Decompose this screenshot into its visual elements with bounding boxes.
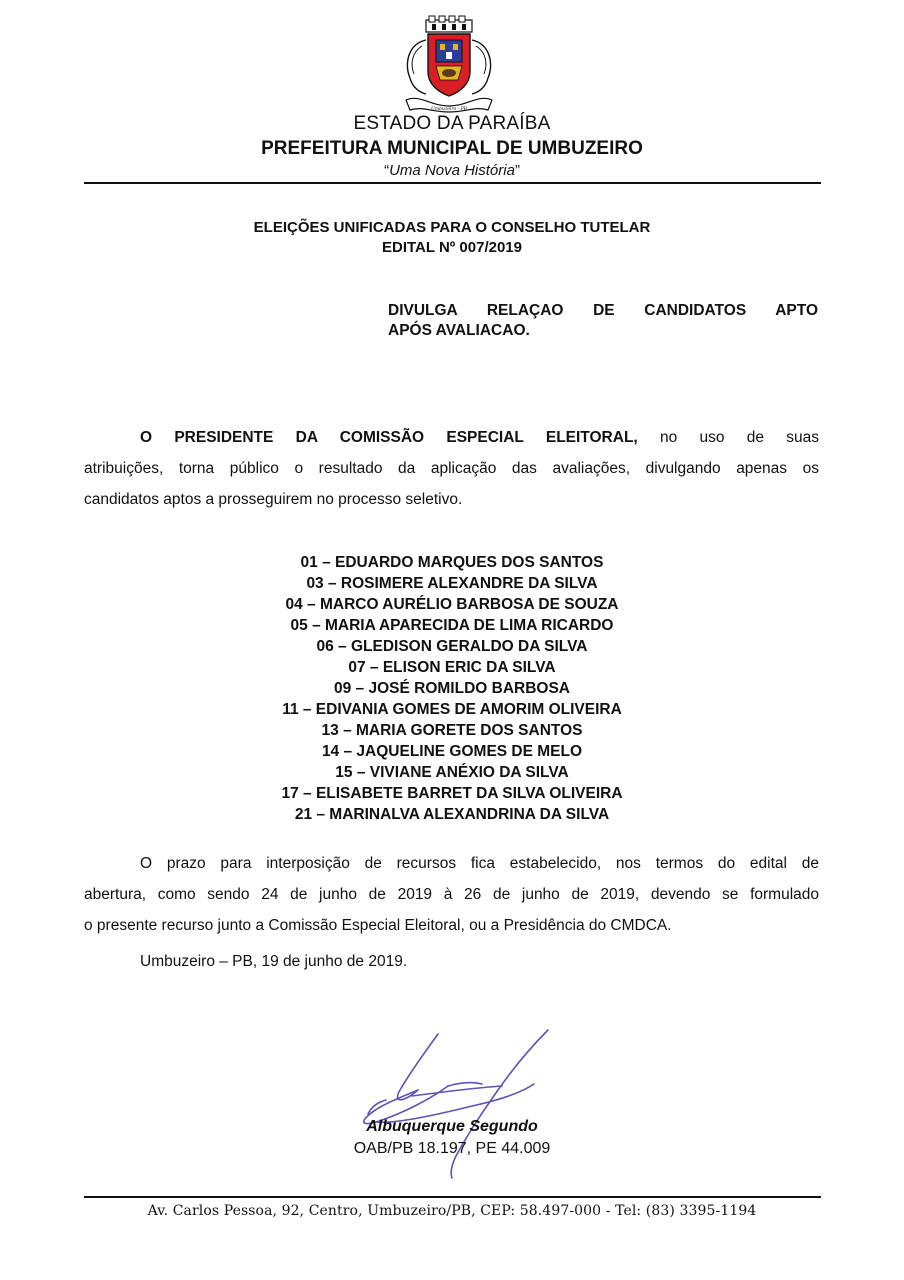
paragraph-line bbox=[84, 422, 819, 453]
handwritten-signature-icon bbox=[352, 1026, 558, 1186]
dateline: Umbuzeiro – PB, 19 de junho de 2019. bbox=[140, 953, 408, 970]
candidate-item: 06 – GLEDISON GERALDO DA SILVA bbox=[316, 638, 588, 655]
header-divider bbox=[84, 182, 821, 184]
candidate-item: 09 – JOSÉ ROMILDO BARBOSA bbox=[334, 680, 570, 697]
paragraph-line: O prazo para interposição de recursos fica estabelecido, nos termos do edital de bbox=[140, 855, 819, 872]
candidate-item: 15 – VIVIANE ANÉXIO DA SILVA bbox=[335, 764, 569, 781]
signatory-registration: OAB/PB 18.197, PE 44.009 bbox=[353, 1140, 551, 1157]
candidate-item: 17 – ELISABETE BARRET DA SILVA OLIVEIRA bbox=[281, 785, 623, 802]
candidate-item: 05 – MARIA APARECIDA DE LIMA RICARDO bbox=[290, 617, 614, 634]
emblem-motto: Umbuzeiro - PB bbox=[431, 107, 467, 112]
intro-paragraph bbox=[84, 422, 819, 515]
candidate-item: 07 – ELISON ERIC DA SILVA bbox=[348, 659, 556, 676]
paragraph-line: candidatos aptos a prosseguirem no processo seletivo. bbox=[84, 491, 463, 508]
candidate-item: 14 – JAQUELINE GOMES DE MELO bbox=[321, 743, 583, 760]
candidate-item: 21 – MARINALVA ALEXANDRINA DA SILVA bbox=[294, 806, 610, 823]
prefecture-motto: “Uma Nova História” bbox=[384, 162, 520, 179]
candidate-list bbox=[0, 552, 904, 825]
appeal-paragraph bbox=[84, 848, 819, 941]
footer-address: Av. Carlos Pessoa, 92, Centro, Umbuzeiro/PB, CEP: 58.497-000 - Tel: (83) 3395-1194 bbox=[147, 1203, 757, 1219]
intro-lead: O PRESIDENTE DA COMISSÃO ESPECIAL ELEITORAL, bbox=[140, 429, 638, 446]
candidate-item: 04 – MARCO AURÉLIO BARBOSA DE SOUZA bbox=[285, 596, 619, 613]
summary-line: DIVULGA RELAÇAO DE CANDIDATOS APTO bbox=[388, 302, 818, 319]
municipal-coat-of-arms-icon bbox=[396, 14, 502, 114]
paragraph-line: atribuições, torna público o resultado da aplicação das avaliações, divulgando apenas os bbox=[84, 460, 819, 477]
prefecture-name: PREFEITURA MUNICIPAL DE UMBUZEIRO bbox=[261, 138, 643, 159]
state-name: ESTADO DA PARAÍBA bbox=[353, 113, 551, 134]
paragraph-line: abertura, como sendo 24 de junho de 2019 à 26 de junho de 2019, devendo se formulado bbox=[84, 886, 819, 903]
edict-number: EDITAL Nº 007/2019 bbox=[382, 239, 522, 256]
summary-line: APÓS AVALIACAO. bbox=[388, 322, 530, 339]
paragraph-line: o presente recurso junto a Comissão Especial Eleitoral, ou a Presidência do CMDCA. bbox=[84, 917, 672, 934]
document-title: ELEIÇÕES UNIFICADAS PARA O CONSELHO TUTELAR bbox=[253, 219, 651, 236]
footer-divider bbox=[84, 1196, 821, 1198]
candidate-item: 13 – MARIA GORETE DOS SANTOS bbox=[321, 722, 583, 739]
motto-text: Uma Nova História bbox=[389, 162, 515, 179]
candidate-item: 11 – EDIVANIA GOMES DE AMORIM OLIVEIRA bbox=[282, 701, 622, 718]
candidate-item: 01 – EDUARDO MARQUES DOS SANTOS bbox=[300, 554, 604, 571]
candidate-item: 03 – ROSIMERE ALEXANDRE DA SILVA bbox=[306, 575, 598, 592]
edict-summary bbox=[388, 301, 818, 341]
signatory-name: Albuquerque Segundo bbox=[366, 1118, 538, 1135]
intro-line1-rest: no uso de suas bbox=[637, 429, 819, 446]
